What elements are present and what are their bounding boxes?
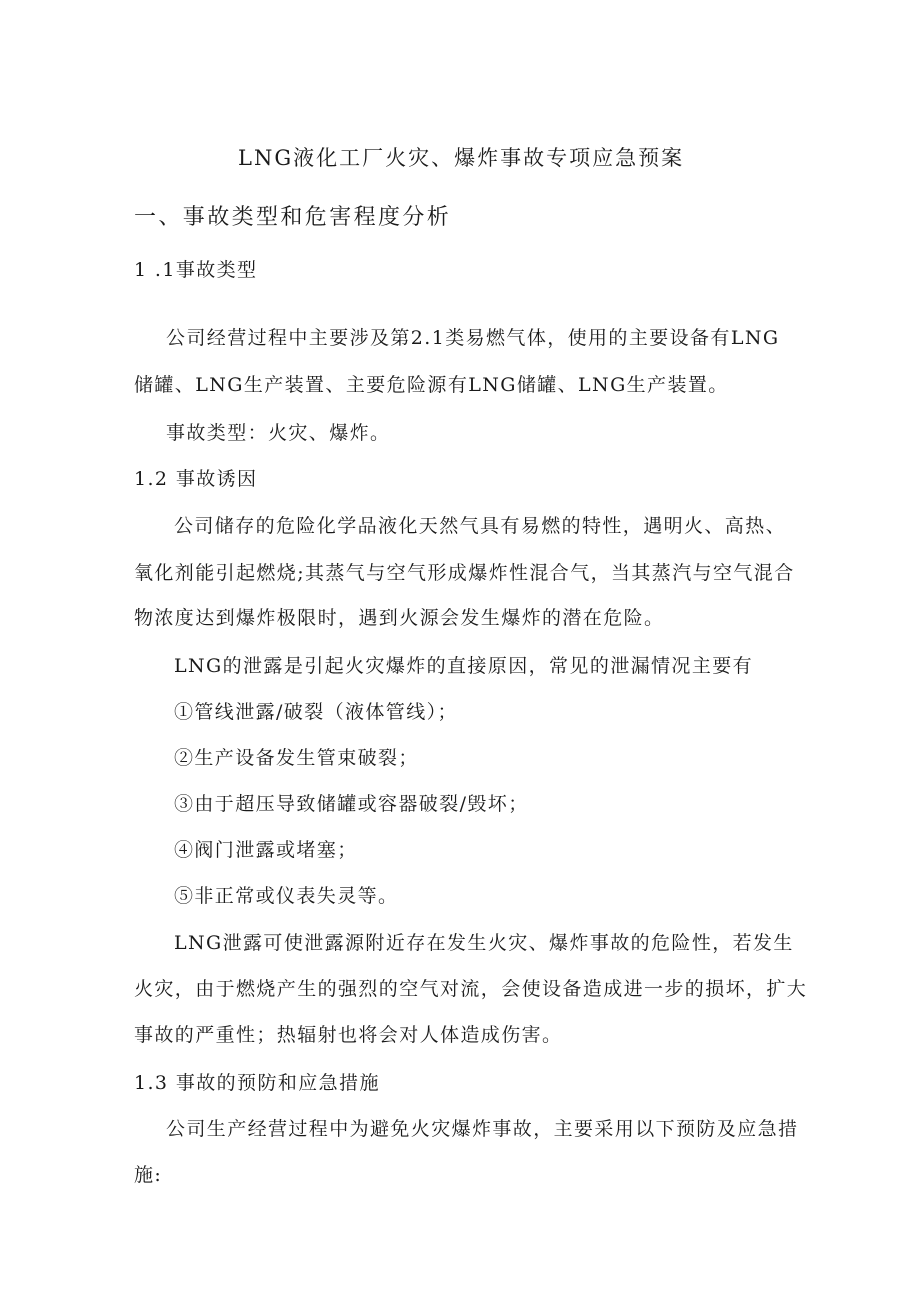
list-item: ④阀门泄露或堵塞； xyxy=(174,839,358,861)
paragraph-5-line-3: 事故的严重性；热辐射也将会对人体造成伤害。 xyxy=(134,1024,563,1046)
list-item: ⑤非正常或仪表失灵等。 xyxy=(174,885,399,907)
paragraph-3-line-1: 公司储存的危险化学品液化天然气具有易燃的特性，遇明火、高热、 xyxy=(174,515,787,537)
document-title: LNG液化工厂火灾、爆炸事故专项应急预案 xyxy=(238,146,685,170)
list-item: ②生产设备发生管束破裂； xyxy=(174,747,419,769)
paragraph-2: 事故类型：火灾、爆炸。 xyxy=(166,422,391,444)
paragraph-5-line-1: LNG泄露可使泄露源附近存在发生火灾、爆炸事故的危险性，若发生 xyxy=(174,932,794,954)
list-item: ③由于超压导致储罐或容器破裂/毁坏； xyxy=(174,793,529,815)
list-item: ①管线泄露/破裂（液体管线）； xyxy=(174,701,458,723)
subsection-heading-1-1: 1 .1事故类型 xyxy=(134,259,258,281)
paragraph-3-line-2: 氧化剂能引起燃烧;其蒸气与空气形成爆炸性混合气，当其蒸汽与空气混合 xyxy=(134,562,795,584)
paragraph-5-line-2: 火灾，由于燃烧产生的强烈的空气对流，会使设备造成进一步的损坏，扩大 xyxy=(134,978,808,1000)
subsection-heading-1-3: 1.3 事故的预防和应急措施 xyxy=(134,1072,380,1094)
section-heading-1: 一、事故类型和危害程度分析 xyxy=(134,205,452,230)
paragraph-6-line-2: 施: xyxy=(134,1164,163,1186)
paragraph-1-line-1: 公司经营过程中主要涉及第2.1类易燃气体，使用的主要设备有LNG xyxy=(166,327,780,349)
paragraph-4: LNG的泄露是引起火灾爆炸的直接原因，常见的泄漏情况主要有 xyxy=(174,655,754,677)
paragraph-3-line-3: 物浓度达到爆炸极限时，遇到火源会发生爆炸的潜在危险。 xyxy=(134,607,665,629)
paragraph-6-line-1: 公司生产经营过程中为避免火灾爆炸事故，主要采用以下预防及应急措 xyxy=(166,1118,799,1140)
paragraph-1-line-2: 储罐、LNG生产装置、主要危险源有LNG储罐、LNG生产装置。 xyxy=(134,374,729,396)
subsection-heading-1-2: 1.2 事故诱因 xyxy=(134,468,258,490)
